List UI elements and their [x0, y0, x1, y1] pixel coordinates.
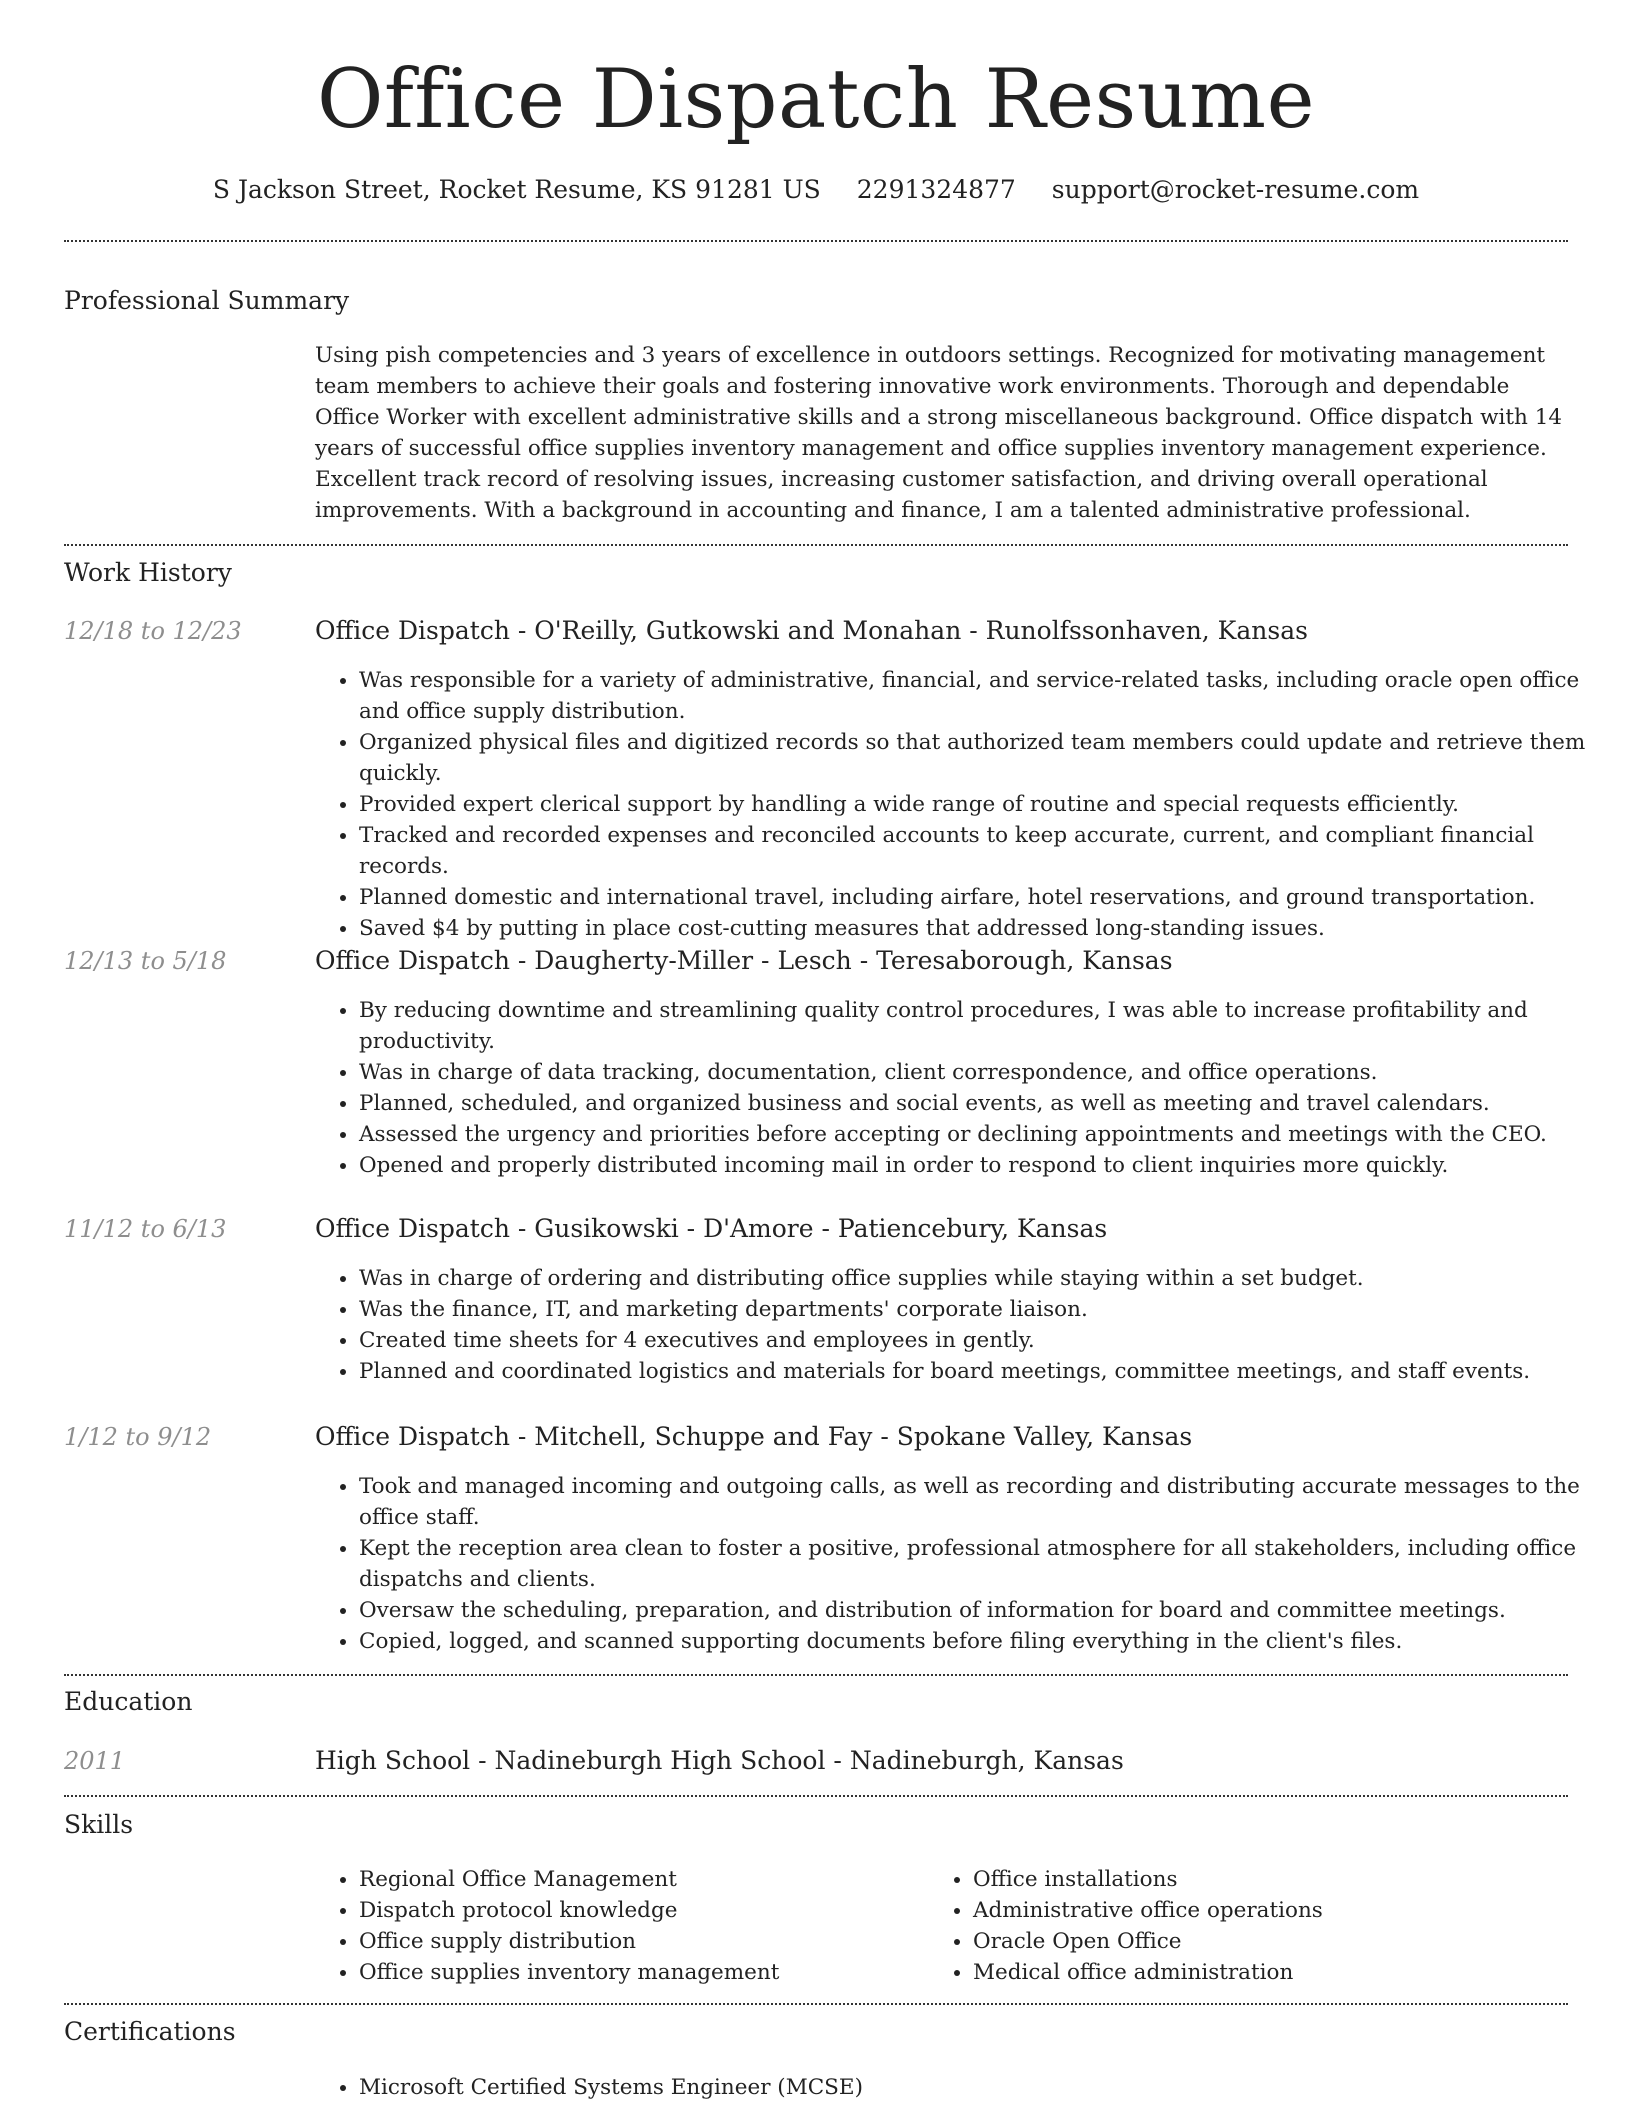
summary-text: Using pish competencies and 3 years of excellence in outdoors settings. Recognized for motivating management team members to achieve their goals and fostering innovative work environments. Thorough and dependable Office Worker with excellent administrative skills and a strong miscellaneous background. Office dispatch with 14 years of successful office supplies inventory management and office supplies inventory management experience. Excellent track record of resolving issues, increasing customer satisfaction, and driving overall operational improvements. With a background in accounting and finance, I am a talented administrative professional. [315, 343, 1563, 523]
job-title: Office Dispatch - Daugherty-Miller - Lesch - Teresaborough, Kansas [315, 946, 1173, 975]
list-item: • Regional Office Management [359, 1864, 919, 1895]
job-bullets [315, 665, 1613, 944]
list-item: • Was in charge of ordering and distributing office supplies while staying within a set budget. [359, 1263, 1613, 1294]
contact-phone: 2291324877 [856, 175, 1016, 204]
list-item: • Saved $4 by putting in place cost-cutting measures that addressed long-standing issues. [359, 913, 1613, 944]
resume-title: Office Dispatch Resume [316, 53, 1316, 147]
section-divider [64, 2003, 1568, 2005]
job-dates: 12/18 to 12/23 [64, 617, 242, 645]
list-item: • Office installations [973, 1864, 1533, 1895]
job-dates: 1/12 to 9/12 [64, 1423, 212, 1451]
contact-address: S Jackson Street, Rocket Resume, KS 91281 US [212, 175, 821, 204]
list-item: • Created time sheets for 4 executives and employees in gently. [359, 1325, 1613, 1356]
education-year: 2011 [64, 1747, 126, 1775]
list-item: • Oracle Open Office [973, 1926, 1533, 1957]
education-title: High School - Nadineburgh High School - Nadineburgh, Kansas [315, 1746, 1124, 1775]
list-item: • Copied, logged, and scanned supporting documents before filing everything in the client's files. [359, 1626, 1613, 1657]
job-dates: 12/13 to 5/18 [64, 947, 227, 975]
section-divider [64, 544, 1568, 546]
education-heading: Education [64, 1687, 193, 1716]
list-item: • Took and managed incoming and outgoing calls, as well as recording and distributing accurate messages to the office staff. [359, 1471, 1613, 1533]
skills-heading: Skills [64, 1810, 134, 1839]
list-item: • Planned domestic and international travel, including airfare, hotel reservations, and ground transportation. [359, 882, 1613, 913]
list-item: • Kept the reception area clean to foster a positive, professional atmosphere for all stakeholders, including office dispatchs and clients. [359, 1533, 1613, 1595]
summary-heading: Professional Summary [64, 286, 350, 315]
list-item: • By reducing downtime and streamlining quality control procedures, I was able to increase profitability and productivity. [359, 995, 1613, 1057]
job-title: Office Dispatch - O'Reilly, Gutkowski and Monahan - Runolfssonhaven, Kansas [315, 616, 1308, 645]
resume-header [0, 0, 1632, 206]
list-item: • Assessed the urgency and priorities before accepting or declining appointments and meetings with the CEO. [359, 1119, 1613, 1150]
certifications-list [315, 2072, 1613, 2103]
list-item: • Was in charge of data tracking, documentation, client correspondence, and office operations. [359, 1057, 1613, 1088]
list-item: • Office supply distribution [359, 1926, 919, 1957]
list-item: • Provided expert clerical support by handling a wide range of routine and special requests efficiently. [359, 789, 1613, 820]
contact-email: support@rocket-resume.com [1051, 175, 1420, 204]
job-bullets [315, 1263, 1613, 1387]
list-item: • Was responsible for a variety of administrative, financial, and service-related tasks, including oracle open office and office supply distribution. [359, 665, 1613, 727]
job-title: Office Dispatch - Mitchell, Schuppe and Fay - Spokane Valley, Kansas [315, 1422, 1193, 1451]
list-item: • Dispatch protocol knowledge [359, 1895, 919, 1926]
section-divider [64, 1795, 1568, 1797]
list-item: • Organized physical files and digitized records so that authorized team members could update and retrieve them quickly. [359, 727, 1613, 789]
list-item: • Medical office administration [973, 1957, 1533, 1988]
job-dates: 11/12 to 6/13 [64, 1215, 227, 1243]
list-item: • Tracked and recorded expenses and reconciled accounts to keep accurate, current, and compliant financial records. [359, 820, 1613, 882]
section-divider [64, 240, 1568, 242]
list-item: • Oversaw the scheduling, preparation, and distribution of information for board and committee meetings. [359, 1595, 1613, 1626]
section-divider [64, 1674, 1568, 1676]
list-item: • Planned and coordinated logistics and materials for board meetings, committee meetings, and staff events. [359, 1356, 1613, 1387]
job-title: Office Dispatch - Gusikowski - D'Amore - Patiencebury, Kansas [315, 1214, 1108, 1243]
list-item: • Administrative office operations [973, 1895, 1533, 1926]
job-bullets [315, 995, 1613, 1181]
list-item: • Planned, scheduled, and organized business and social events, as well as meeting and travel calendars. [359, 1088, 1613, 1119]
list-item: • Was the finance, IT, and marketing departments' corporate liaison. [359, 1294, 1613, 1325]
list-item: • Microsoft Certified Systems Engineer (MCSE) [359, 2072, 1613, 2103]
skills-list-left [315, 1864, 919, 1988]
job-bullets [315, 1471, 1613, 1657]
work-history-heading: Work History [64, 558, 232, 587]
list-item: • Office supplies inventory management [359, 1957, 919, 1988]
contact-line [0, 174, 1632, 206]
certifications-heading: Certifications [64, 2017, 236, 2046]
skills-list-right [929, 1864, 1533, 1988]
list-item: • Opened and properly distributed incoming mail in order to respond to client inquiries more quickly. [359, 1150, 1613, 1181]
